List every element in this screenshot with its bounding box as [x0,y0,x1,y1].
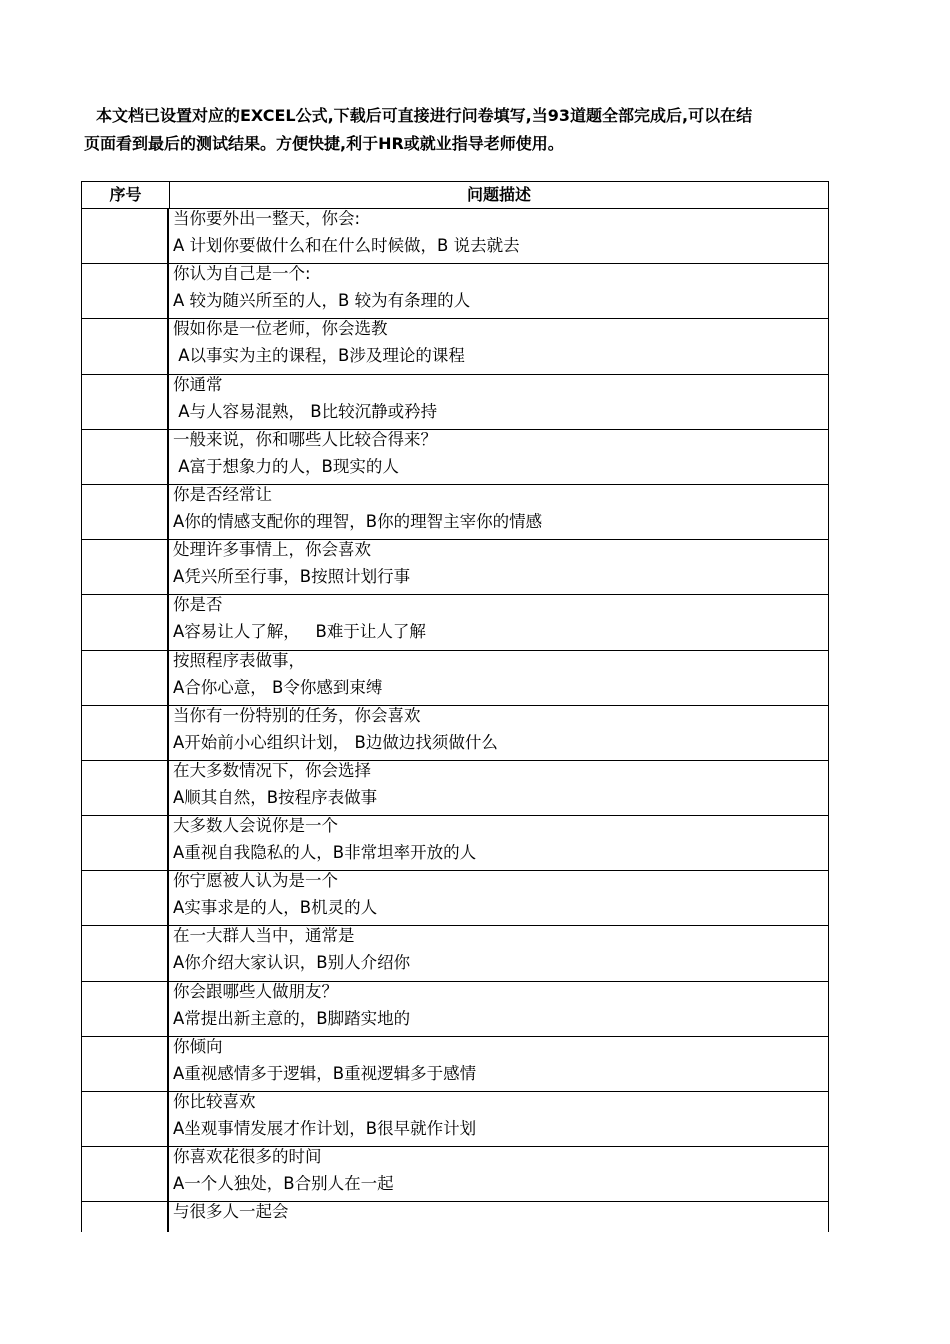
answer-options: A 计划你要做什么和在什么时候做，B 说去就去 [173,236,520,255]
question-text: 你宁愿被人认为是一个 [173,871,338,891]
index-cell [82,926,169,980]
question-cell [169,702,828,760]
question-text: 与很多人一起会 [173,1202,289,1222]
index-cell [82,209,169,263]
question-text: 当你有一份特别的任务，你会喜欢 [173,705,421,725]
question-cell [169,426,828,484]
index-cell [82,595,169,649]
question-text: 按照程序表做事， [173,650,305,670]
question-text: 处理许多事情上，你会喜欢 [173,540,371,560]
table-row [81,540,829,595]
table-body [81,209,829,1232]
index-cell [82,485,169,539]
answer-options: A容易让人了解， B难于让人了解 [173,622,426,642]
index-cell [82,375,169,429]
question-cell [169,978,828,1036]
index-cell [82,1092,169,1146]
question-text: 当你要外出一整天，你会: [173,209,361,228]
index-cell [82,816,169,870]
question-text: 你是否 [173,595,223,615]
answer-options: A重视自我隐私的人，B非常坦率开放的人 [173,843,477,863]
question-text: 假如你是一位老师，你会选教 [173,319,388,339]
table-row [81,264,829,319]
question-cell [169,1143,828,1201]
question-text: 你通常 [173,374,223,394]
table-row [81,319,829,374]
answer-options: A重视感情多于逻辑，B重视逻辑多于感情 [173,1063,477,1083]
index-cell [82,761,169,815]
question-cell [169,1033,828,1091]
table-row [81,651,829,706]
answer-options: A与人容易混熟， B比较沉静或矜持 [173,401,438,421]
question-cell [169,867,828,925]
index-cell [82,1037,169,1091]
index-cell [82,264,169,318]
question-text: 一般来说，你和哪些人比较合得来？ [173,429,437,449]
answer-options: A实事求是的人，B机灵的人 [173,898,378,918]
index-cell [82,871,169,925]
index-cell [82,651,169,705]
answer-options: A富于想象力的人，B现实的人 [173,456,399,476]
answer-options: A 较为随兴所至的人，B 较为有条理的人 [173,291,471,311]
question-cell [169,647,828,705]
question-text: 你倾向 [173,1036,223,1056]
answer-options: A凭兴所至行事，B按照计划行事 [173,567,411,587]
question-cell [169,205,828,263]
question-text: 大多数人会说你是一个 [173,816,338,836]
table-row [81,430,829,485]
index-cell [82,982,169,1036]
question-cell [169,481,828,539]
questionnaire-table [81,181,829,1232]
question-text: 你喜欢花很多的时间 [173,1147,322,1167]
question-text: 你会跟哪些人做朋友？ [173,981,338,1001]
index-cell [82,1202,169,1232]
question-cell [169,812,828,870]
index-cell [82,540,169,594]
table-row [81,1037,829,1092]
answer-options: A你介绍大家认识，B别人介绍你 [173,953,411,973]
intro-line-2: 页面看到最后的测试结果。方便快捷,利于HR或就业指导老师使用。 [84,134,564,153]
answer-options: A以事实为主的课程，B涉及理论的课程 [173,346,465,366]
table-row [81,375,829,430]
question-cell [169,536,828,594]
question-text: 在大多数情况下，你会选择 [173,760,371,780]
answer-options: A顺其自然，B按程序表做事 [173,787,378,807]
question-cell [169,315,828,373]
table-row [81,706,829,761]
answer-options: A合你心意， B令你感到束缚 [173,677,383,697]
index-cell [82,706,169,760]
question-cell [169,922,828,980]
table-row [81,1147,829,1202]
table-row [81,485,829,540]
question-cell [169,371,828,429]
answer-options: A一个人独处，B合别人在一起 [173,1174,394,1194]
answer-options: A开始前小心组织计划， B边做边找须做什么 [173,732,498,752]
table-row [81,1092,829,1147]
question-text: 你比较喜欢 [173,1092,256,1111]
header-index: 序号 [82,182,170,208]
table-row [81,982,829,1037]
answer-options: A常提出新主意的，B脚踏实地的 [173,1008,411,1028]
question-cell [169,1088,828,1146]
question-text: 在一大群人当中，通常是 [173,926,355,946]
table-row [81,871,829,926]
question-cell [169,591,828,649]
question-cell [169,260,828,318]
question-cell [169,1198,828,1232]
table-row [81,595,829,650]
answer-options: A你的情感支配你的理智，B你的理智主宰你的情感 [173,511,543,531]
header-description: 问题描述 [466,185,531,204]
table-row [81,926,829,981]
intro-paragraph [84,102,884,158]
question-text: 你认为自己是一个: [173,264,311,284]
intro-line-1: 本文档已设置对应的EXCEL公式,下载后可直接进行问卷填写,当93道题全部完成后,可以在结 [96,106,753,125]
index-cell [82,319,169,373]
question-cell [169,757,828,815]
index-cell [82,430,169,484]
question-text: 你是否经常让 [173,484,272,504]
table-row [81,816,829,871]
answer-options: A坐观事情发展才作计划，B很早就作计划 [173,1119,477,1138]
table-row [81,1202,829,1232]
index-cell [82,1147,169,1201]
table-row [81,209,829,264]
table-row [81,761,829,816]
